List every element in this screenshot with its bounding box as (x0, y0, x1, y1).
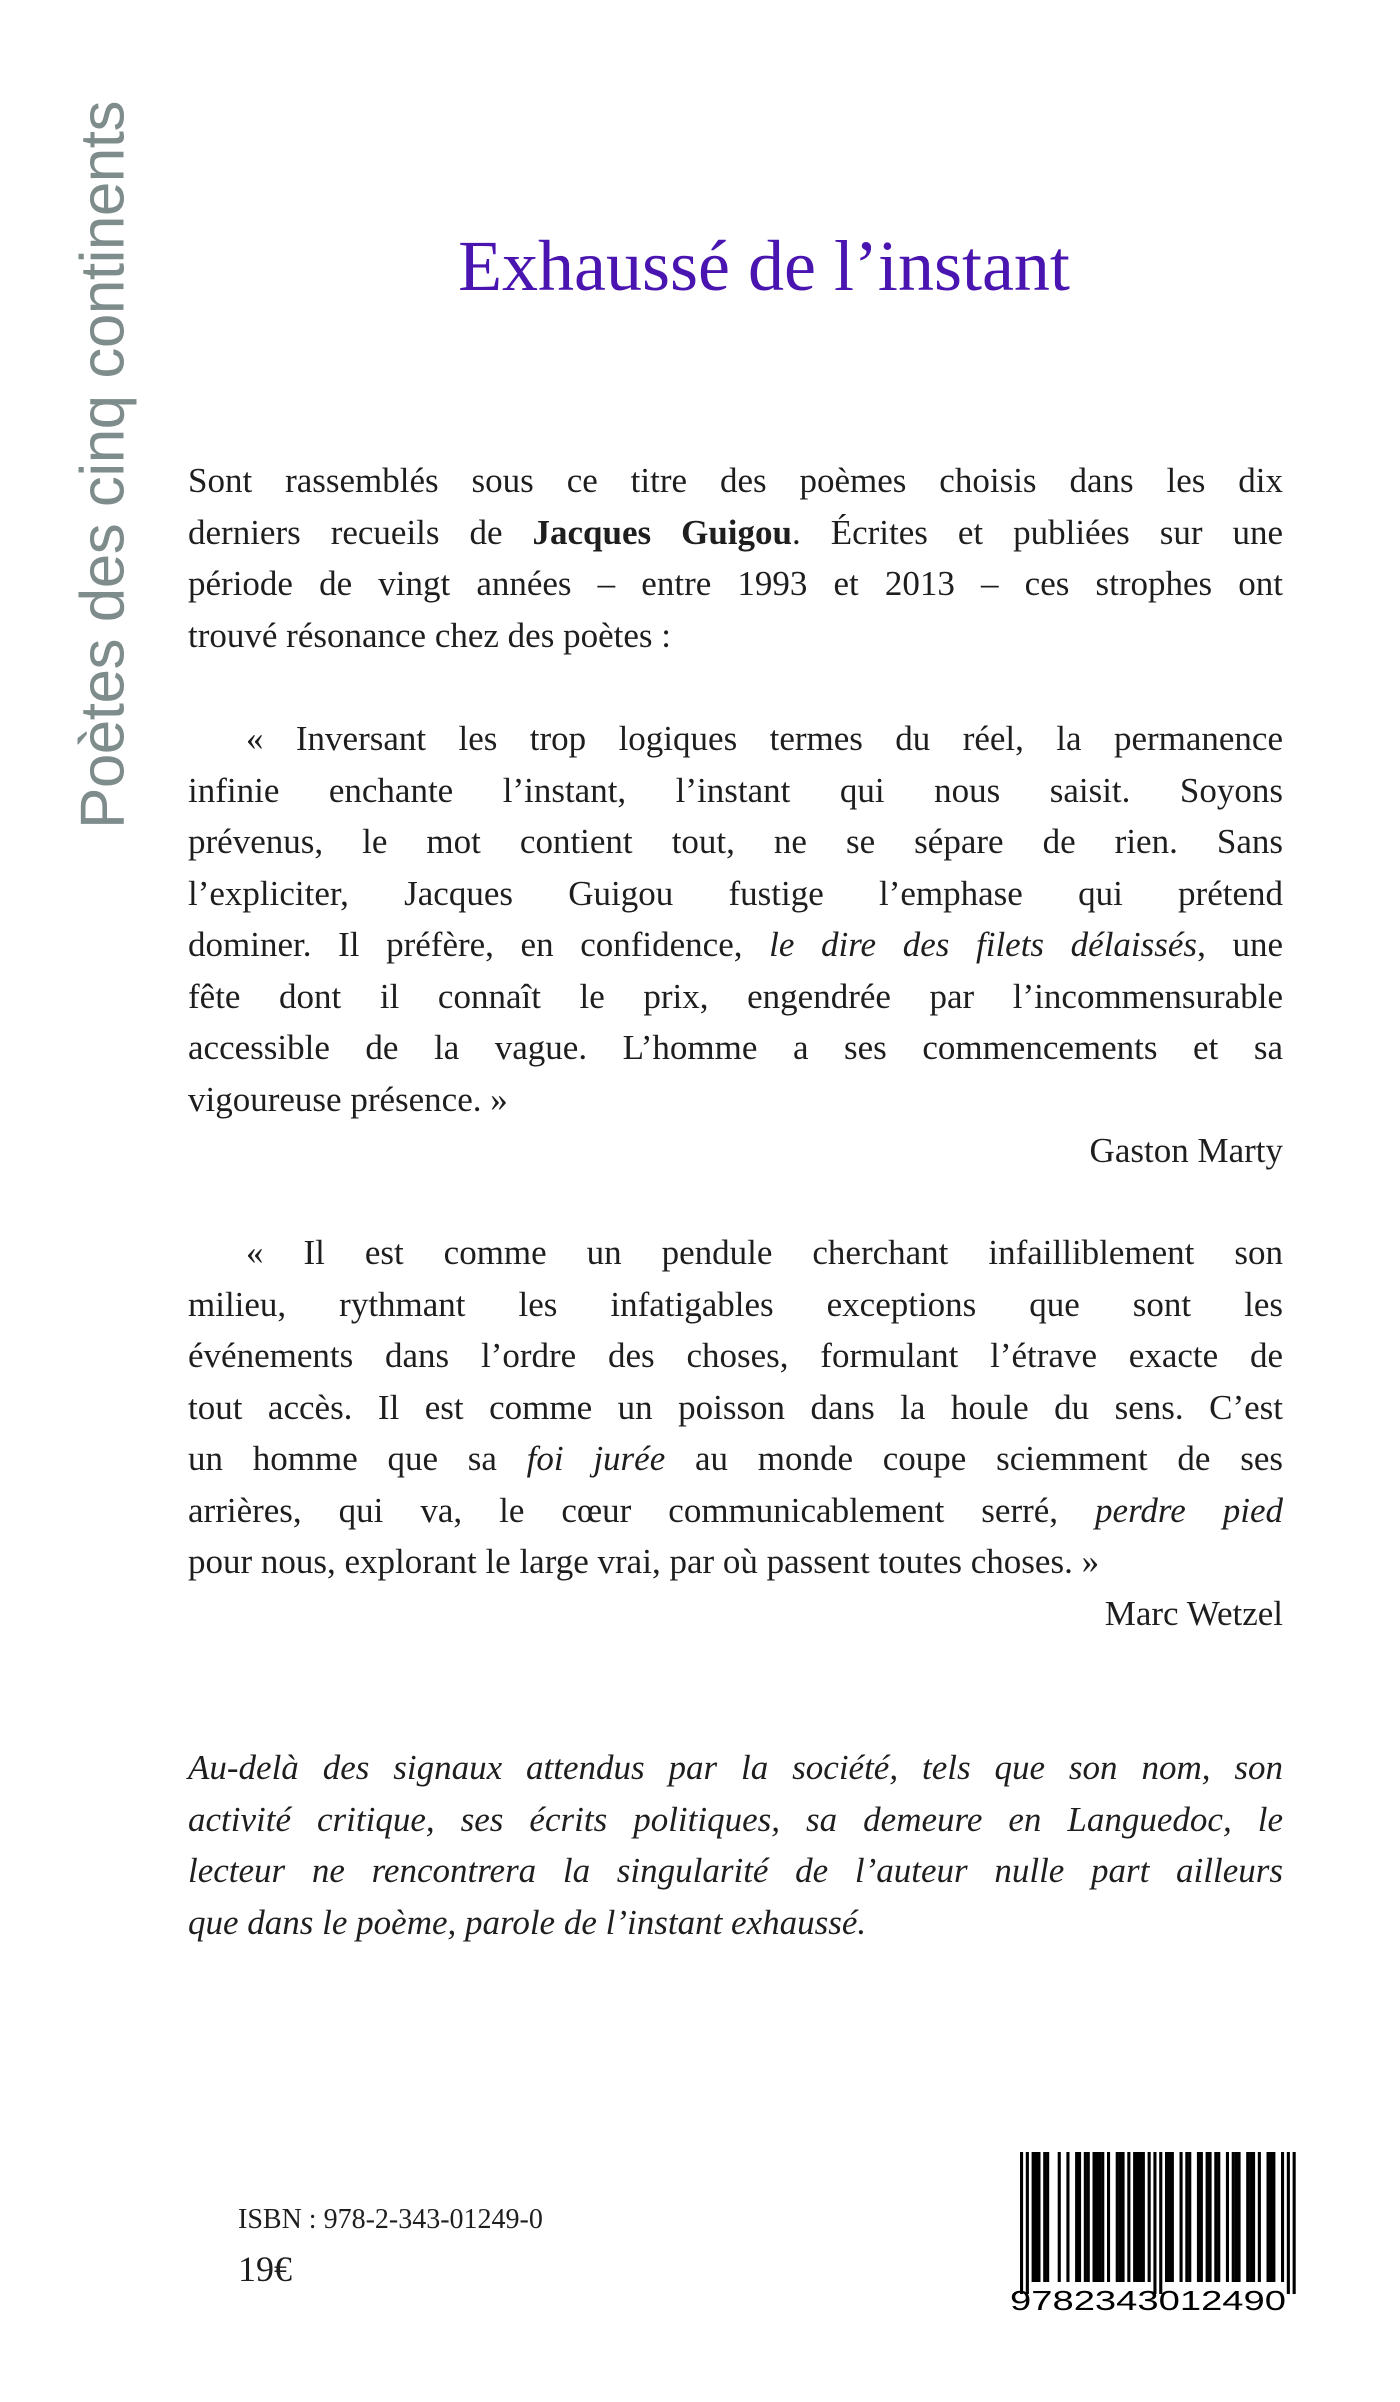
quote-marc-wetzel (188, 1227, 1283, 1639)
barcode-bar (1136, 2152, 1139, 2282)
barcode-digits: 9782343012490 (1010, 2285, 1286, 2316)
barcode-bar (1075, 2152, 1078, 2282)
barcode-bar (1035, 2152, 1038, 2282)
barcode-bar (1249, 2152, 1252, 2282)
barcode-bar (1226, 2152, 1229, 2282)
text-line (188, 610, 1283, 662)
italic-text: foi jurée (526, 1439, 666, 1478)
barcode-bar (1209, 2152, 1212, 2282)
barcode-bar (1258, 2152, 1261, 2282)
italic-text: le dire des filets délaissés (769, 925, 1198, 964)
text-line (188, 868, 1283, 920)
book-title: Exhaussé de l’instant (458, 226, 1070, 306)
barcode-bar (1159, 2152, 1162, 2294)
text-line (188, 507, 1283, 559)
barcode-bar (1095, 2152, 1098, 2282)
text-line (188, 1279, 1283, 1331)
text-segment: derniers recueils de (188, 512, 533, 552)
text-segment: accessible de la vague. L’homme a ses commencements et sa (188, 1028, 1283, 1067)
barcode-bar (1281, 2152, 1284, 2282)
text-segment: événements dans l’ordre des choses, formulant l’étrave exacte de (188, 1336, 1283, 1375)
barcode-bar (1087, 2152, 1090, 2282)
text-segment: , une (1197, 925, 1283, 964)
barcode-bar (1272, 2152, 1275, 2282)
text-line (188, 816, 1283, 868)
text-line (188, 1227, 1283, 1279)
barcode-bar (1122, 2152, 1125, 2282)
text-segment: « Il est comme un pendule cherchant infailliblement son (246, 1233, 1283, 1272)
series-name-vertical: Poètes des cinq continents (68, 100, 138, 830)
text-segment: au monde coupe sciemment de ses (665, 1439, 1283, 1478)
text-segment: période de vingt années – entre 1993 et 2013 – ces strophes ont (188, 564, 1283, 603)
quote-gaston-marty (188, 713, 1283, 1177)
barcode-bar (1066, 2152, 1069, 2282)
barcode-bar (1214, 2152, 1217, 2282)
barcode-bar (1142, 2152, 1145, 2282)
barcode-bar (1235, 2152, 1238, 2282)
quote-author: Marc Wetzel (1104, 1593, 1283, 1633)
text-line (188, 1433, 1283, 1485)
text-segment: un homme que sa (188, 1439, 527, 1478)
barcode-bar (1153, 2152, 1156, 2294)
text-segment: trouvé résonance chez des poètes : (188, 615, 671, 655)
quote-text (188, 1227, 1283, 1588)
barcode-bar (1217, 2152, 1220, 2282)
text-line (188, 971, 1283, 1023)
text-line (188, 919, 1283, 971)
text-line (188, 1485, 1283, 1537)
text-line (188, 1742, 1283, 1794)
text-line (188, 1845, 1283, 1897)
barcode-bar (1101, 2152, 1104, 2282)
barcode-bar (1037, 2152, 1040, 2282)
text-segment: « Inversant les trop logiques termes du réel, la permanence (246, 719, 1283, 758)
barcode-bar (1171, 2152, 1174, 2282)
text-segment: activité critique, ses écrits politiques, sa demeure en Languedoc, le (188, 1799, 1283, 1839)
text-segment: que dans le poème, parole de l’instant exhaussé. (188, 1902, 867, 1942)
barcode-bar (1180, 2152, 1183, 2282)
quote-author: Gaston Marty (1089, 1131, 1283, 1170)
text-line (188, 1022, 1283, 1074)
barcode-bar (1267, 2152, 1270, 2282)
barcode-bar (1246, 2152, 1249, 2282)
text-line (188, 713, 1283, 765)
barcode-bar (1185, 2152, 1188, 2282)
barcode-bar (1127, 2152, 1130, 2282)
barcode-bar (1020, 2152, 1023, 2294)
barcode-bar (1139, 2152, 1142, 2282)
barcode-bar (1058, 2152, 1061, 2282)
text-segment: milieu, rythmant les infatigables exceptions que sont les (188, 1284, 1283, 1324)
text-line (188, 765, 1283, 817)
barcode-bar (1232, 2152, 1235, 2282)
barcode-bar (1093, 2152, 1096, 2282)
text-line (188, 558, 1283, 610)
quote-text (188, 713, 1283, 1125)
text-line (188, 1536, 1283, 1588)
barcode-bar (1148, 2152, 1151, 2282)
text-segment: . Écrites et publiées sur une (792, 512, 1284, 552)
text-segment: tout accès. Il est comme un poisson dans la houle du sens. C’est (188, 1387, 1283, 1427)
barcode-bar (1078, 2152, 1081, 2282)
intro-paragraph (188, 455, 1283, 661)
price: 19€ (238, 2249, 292, 2289)
barcode-bar (1032, 2152, 1035, 2282)
barcode (1008, 2150, 1298, 2320)
barcode-bar (1287, 2152, 1290, 2294)
text-segment: dominer. Il préfère, en confidence, (188, 925, 770, 964)
text-line (188, 1794, 1283, 1846)
text-segment: l’expliciter, Jacques Guigou fustige l’emphase qui prétend (188, 873, 1283, 913)
barcode-bar (1043, 2152, 1046, 2282)
barcode-bar (1188, 2152, 1191, 2282)
barcode-bar (1168, 2152, 1171, 2282)
barcode-bar (1293, 2152, 1296, 2294)
text-segment: infinie enchante l’instant, l’instant qui nous saisit. Soyons (188, 770, 1283, 810)
barcode-bar (1252, 2152, 1255, 2282)
barcode-bar (1116, 2152, 1119, 2282)
barcode-bar (1084, 2152, 1087, 2282)
isbn: ISBN : 978-2-343-01249-0 (238, 2204, 543, 2235)
bold-text: Jacques Guigou (532, 512, 792, 552)
text-line (188, 1330, 1283, 1382)
text-segment: lecteur ne rencontrera la singularité de l’auteur nulle part ailleurs (188, 1851, 1283, 1890)
barcode-bar (1046, 2152, 1049, 2282)
barcode-bar (1026, 2152, 1029, 2294)
text-segment: prévenus, le mot contient tout, ne se sépare de rien. Sans (188, 822, 1283, 861)
text-segment: Sont rassemblés sous ce titre des poèmes choisis dans les dix (188, 461, 1283, 500)
barcode-bar (1269, 2152, 1272, 2282)
text-segment: Au-delà des signaux attendus par la société, tels que son nom, son (188, 1748, 1283, 1787)
barcode-bar (1165, 2152, 1168, 2282)
text-line (188, 1382, 1283, 1434)
barcode-bar (1119, 2152, 1122, 2282)
text-line (188, 455, 1283, 507)
text-line (188, 1897, 1283, 1949)
barcode-bar (1107, 2152, 1110, 2282)
barcode-bar (1206, 2152, 1209, 2282)
text-segment: fête dont il connaît le prix, engendrée par l’incommensurable (188, 976, 1283, 1016)
text-segment: arrières, qui va, le cœur communicablement serré, (188, 1490, 1096, 1530)
barcode-bar (1197, 2152, 1200, 2282)
barcode-bar (1098, 2152, 1101, 2282)
text-line (188, 1074, 1283, 1126)
barcode-bar (1133, 2152, 1136, 2282)
barcode-bar (1200, 2152, 1203, 2282)
text-segment: vigoureuse présence. » (188, 1079, 508, 1119)
italic-text: perdre pied (1095, 1490, 1283, 1530)
text-segment: pour nous, explorant le large vrai, par où passent toutes choses. » (188, 1542, 1100, 1581)
barcode-bar (1238, 2152, 1241, 2282)
closing-paragraph (188, 1742, 1283, 1948)
